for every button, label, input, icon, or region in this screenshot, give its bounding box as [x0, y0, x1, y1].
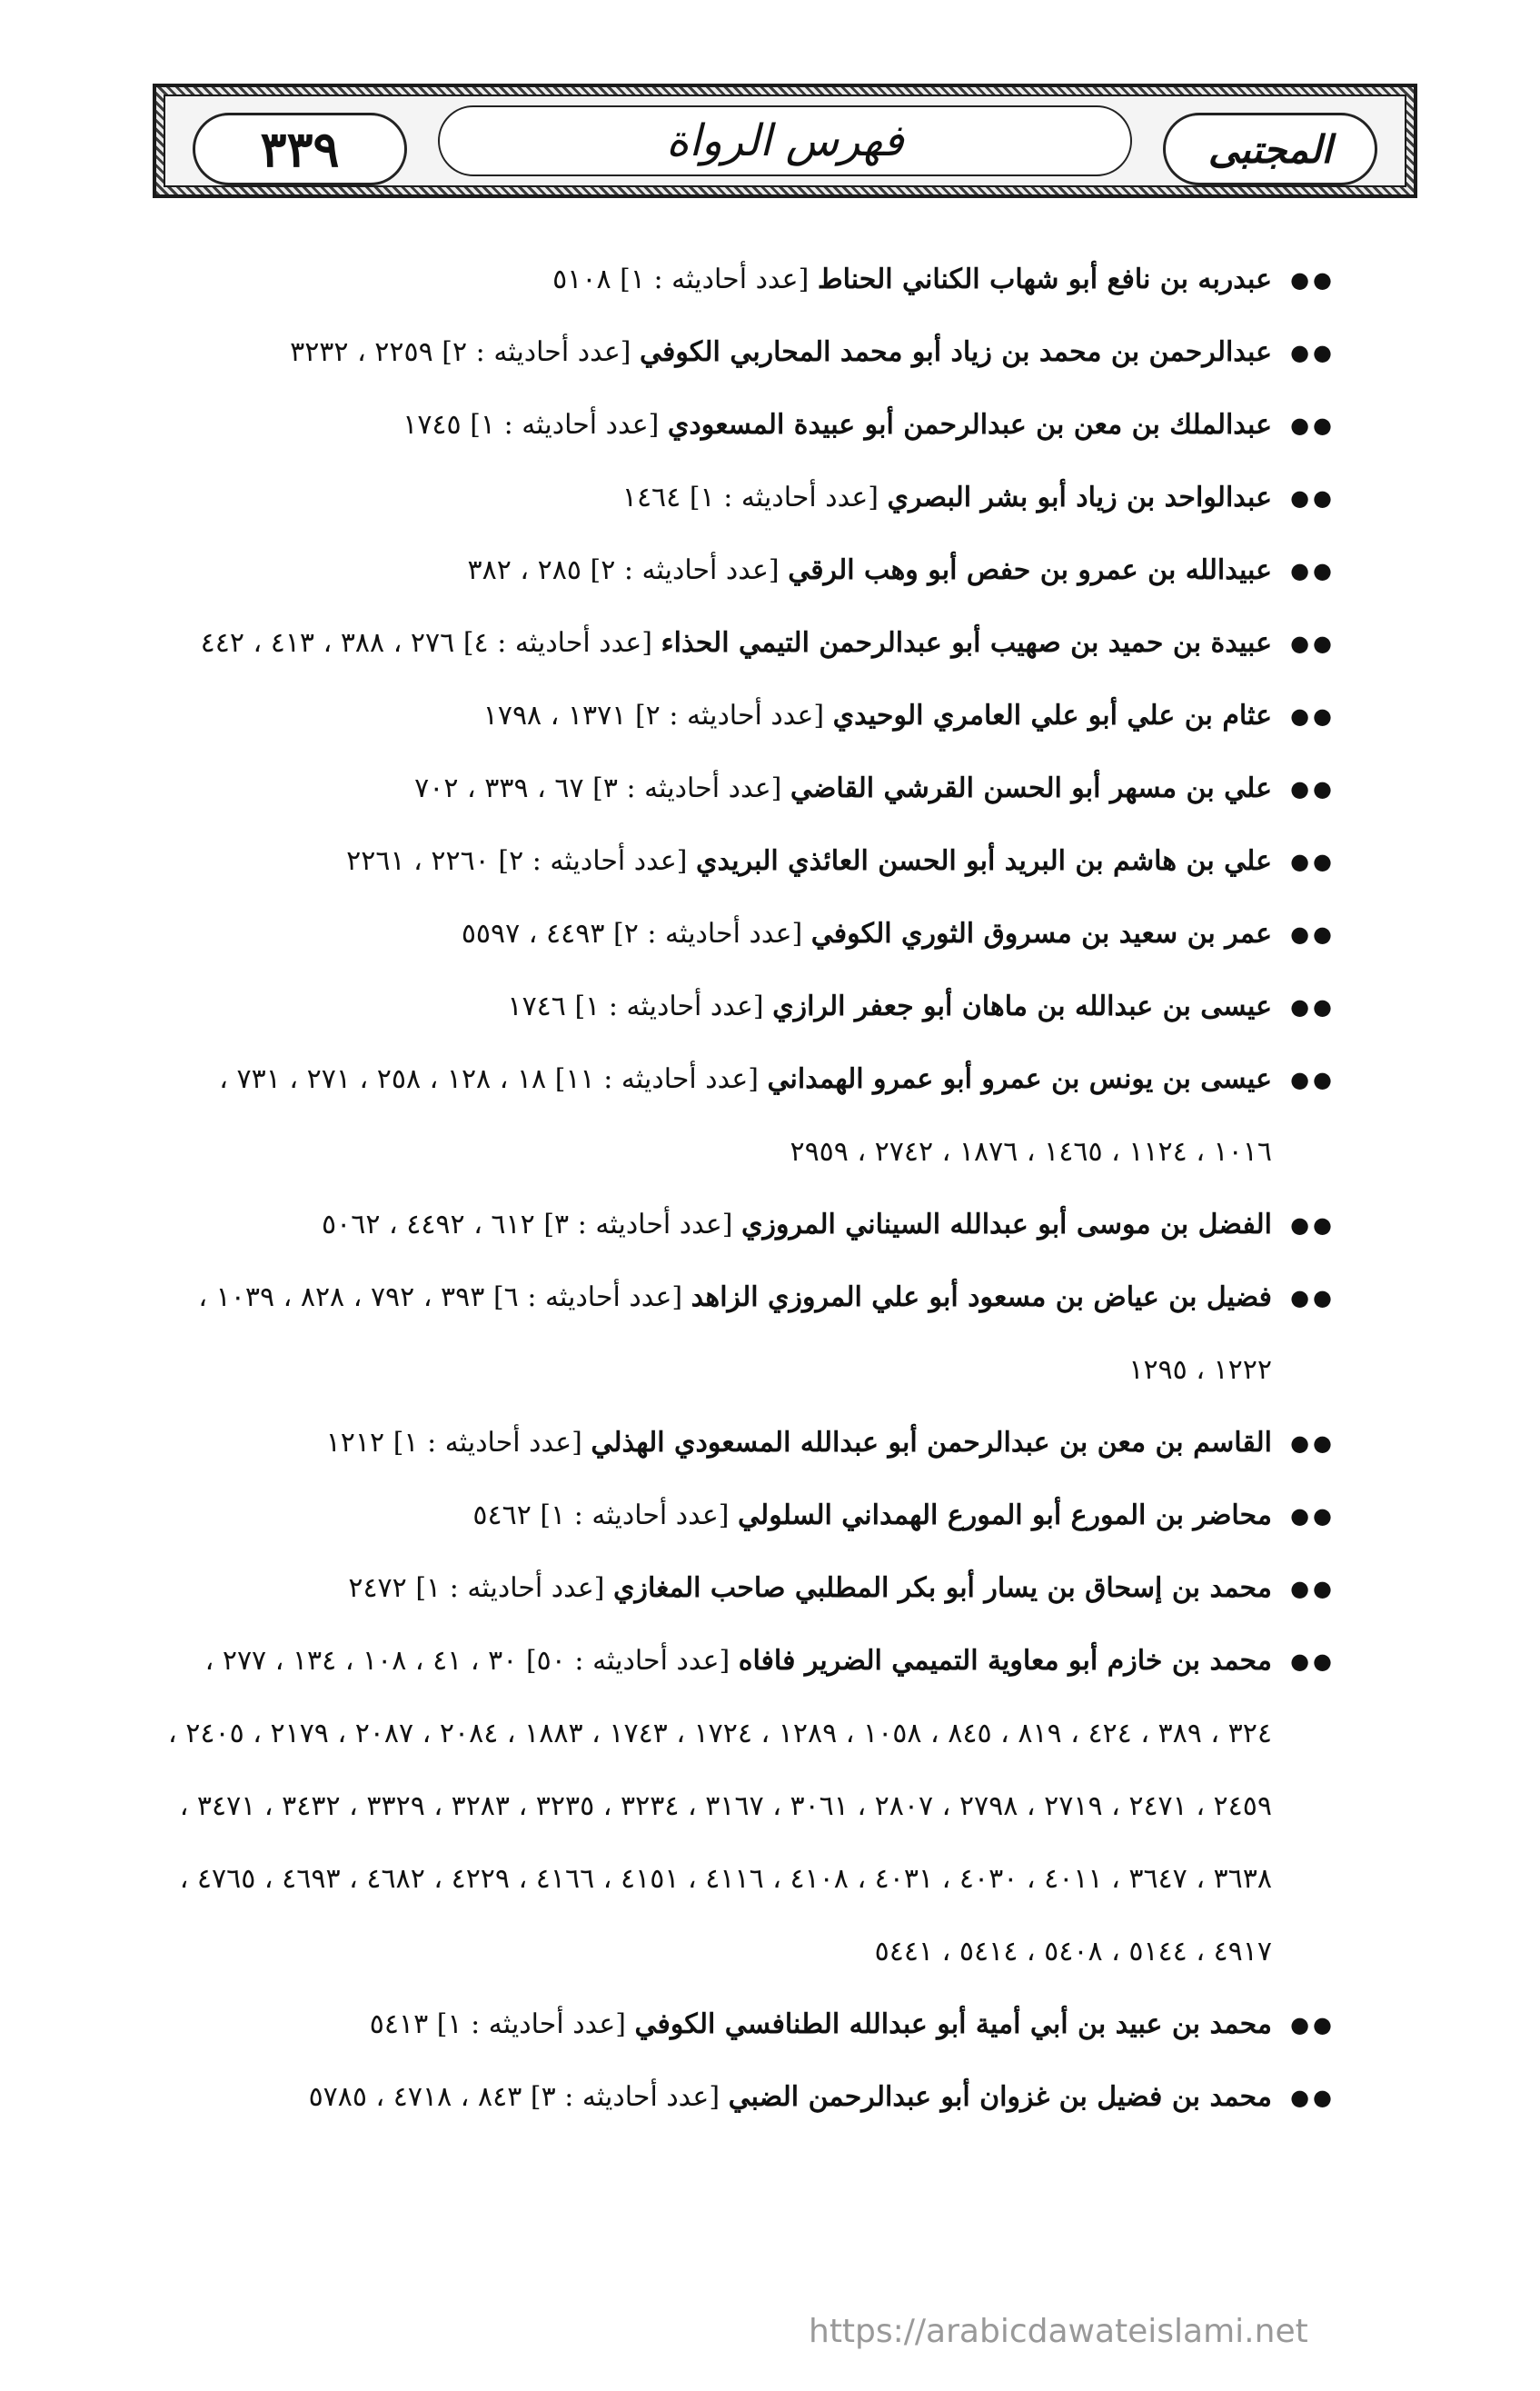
narrator-entry: [154, 680, 1336, 752]
narrators-list: [154, 244, 1336, 2134]
narrator-name: محمد بن إسحاق بن يسار أبو بكر المطلبي صاحب المغازي: [613, 1572, 1272, 1604]
hadith-numbers: ١٣٧١ ، ١٧٩٨: [482, 700, 627, 732]
header-title-band: [438, 105, 1132, 176]
bullet-icon: ●●: [1290, 849, 1336, 874]
hadith-count: [عدد أحاديثه : ١]: [415, 1572, 605, 1604]
narrator-name: عثام بن علي أبو علي العامري الوحيدي: [832, 700, 1272, 732]
bullet-icon: ●●: [1290, 994, 1336, 1020]
narrator-entry: [154, 244, 1336, 316]
hadith-numbers: ٢٧٦ ، ٣٨٨ ، ٤١٣ ، ٤٤٢: [200, 627, 455, 659]
hadith-count: [عدد أحاديثه : ١]: [689, 482, 879, 513]
page-number-badge: [193, 113, 407, 185]
hadith-numbers: ٥٤١٣: [369, 2008, 429, 2040]
hadith-numbers: ٦٧ ، ٣٣٩ ، ٧٠٢: [414, 772, 584, 804]
narrator-name: محمد بن فضيل بن غزوان أبو عبدالرحمن الضبي: [728, 2081, 1272, 2113]
bullet-icon: ●●: [1290, 413, 1336, 438]
hadith-count: [عدد أحاديثه : ١]: [620, 264, 810, 295]
hadith-numbers: ١٧٤٦: [507, 991, 566, 1022]
narrator-name: عبدالواحد بن زياد أبو بشر البصري: [887, 482, 1272, 513]
hadith-numbers: ١٧٤٥: [402, 409, 462, 441]
hadith-numbers: ٢٨٥ ، ٣٨٢: [467, 554, 581, 586]
bullet-icon: ●●: [1290, 340, 1336, 365]
hadith-numbers: ٥١٠٨: [552, 264, 611, 295]
hadith-count: [عدد أحاديثه : ٢]: [613, 918, 803, 950]
narrator-name: علي بن هاشم بن البريد أبو الحسن العائذي البريدي: [696, 845, 1272, 877]
hadith-numbers: ٢٤٧٢: [348, 1572, 407, 1604]
narrator-name: عيسى بن يونس بن عمرو أبو عمرو الهمداني: [767, 1063, 1272, 1095]
hadith-numbers: ٢٢٥٩ ، ٣٢٣٢: [290, 336, 433, 368]
hadith-numbers: ١٢١٢: [325, 1427, 385, 1459]
hadith-count: [عدد أحاديثه : ٦]: [492, 1281, 683, 1313]
hadith-count: [عدد أحاديثه : ٤]: [462, 627, 652, 659]
narrator-entry: [154, 1407, 1336, 1479]
hadith-count: [عدد أحاديثه : ١]: [470, 409, 660, 441]
hadith-count: [عدد أحاديثه : ٣]: [592, 772, 782, 804]
narrator-entry: [154, 898, 1336, 971]
bullet-icon: ●●: [1290, 2012, 1336, 2037]
narrator-name: عمر بن سعيد بن مسروق الثوري الكوفي: [810, 918, 1272, 950]
hadith-numbers: ٢٢٦٠ ، ٢٢٦١: [346, 845, 490, 877]
narrator-name: عبيدالله بن عمرو بن حفص أبو وهب الرقي: [788, 554, 1272, 586]
hadith-count: [عدد أحاديثه : ٢]: [442, 336, 631, 368]
bullet-icon: ●●: [1290, 631, 1336, 656]
bullet-icon: ●●: [1290, 1285, 1336, 1310]
hadith-numbers: ٨٤٣ ، ٤٧١٨ ، ٥٧٨٥: [308, 2081, 522, 2113]
bullet-icon: ●●: [1290, 1576, 1336, 1601]
narrator-entry: [154, 389, 1336, 462]
bullet-icon: ●●: [1290, 922, 1336, 947]
narrator-entry: [154, 1261, 1336, 1407]
narrator-name: عبدالرحمن بن محمد بن زياد أبو محمد المحاربي الكوفي: [639, 336, 1272, 368]
narrator-name: القاسم بن معن بن عبدالرحمن أبو عبدالله المسعودي الهذلي: [591, 1427, 1272, 1459]
bullet-icon: ●●: [1290, 2085, 1336, 2110]
narrator-entry: [154, 2061, 1336, 2134]
narrator-name: الفضل بن موسى أبو عبدالله السيناني المروزي: [741, 1209, 1272, 1240]
hadith-count: [عدد أحاديثه : ١]: [574, 991, 764, 1022]
narrator-entry: [154, 534, 1336, 607]
bullet-icon: ●●: [1290, 1503, 1336, 1529]
narrator-entry: [154, 462, 1336, 534]
narrator-entry: [154, 752, 1336, 825]
hadith-count: [عدد أحاديثه : ٢]: [590, 554, 780, 586]
hadith-numbers: ٤٤٩٣ ، ٥٥٩٧: [461, 918, 605, 950]
hadith-count: [عدد أحاديثه : ٣]: [543, 1209, 733, 1240]
narrator-name: عيسى بن عبدالله بن ماهان أبو جعفر الرازي: [772, 991, 1272, 1022]
bullet-icon: ●●: [1290, 558, 1336, 583]
narrator-entry: [154, 316, 1336, 389]
narrator-name: محاضر بن المورع أبو المورع الهمداني السلولي: [738, 1499, 1272, 1531]
hadith-numbers: ٥٤٦٢: [472, 1499, 532, 1531]
narrator-entry: [154, 1479, 1336, 1552]
bullet-icon: ●●: [1290, 1067, 1336, 1092]
bullet-icon: ●●: [1290, 1430, 1336, 1456]
section-title: فهرس الرواة: [666, 115, 904, 166]
narrator-entry: [154, 1189, 1336, 1261]
bullet-icon: ●●: [1290, 703, 1336, 729]
hadith-count: [عدد أحاديثه : ٣]: [530, 2081, 720, 2113]
narrator-entry: [154, 1625, 1336, 1988]
narrator-name: علي بن مسهر أبو الحسن القرشي القاضي: [790, 772, 1272, 804]
hadith-numbers: ٣٩٣ ، ٧٩٢ ، ٨٢٨ ، ١٠٣٩ ، ١٢٢٢ ، ١٢٩٥: [198, 1281, 1272, 1386]
narrator-entry: [154, 1988, 1336, 2061]
hadith-count: [عدد أحاديثه : ٢]: [634, 700, 825, 732]
hadith-count: [عدد أحاديثه : ١]: [392, 1427, 582, 1459]
narrator-name: عبدربه بن نافع أبو شهاب الكناني الحناط: [817, 264, 1272, 295]
hadith-count: [عدد أحاديثه : ١١]: [554, 1063, 759, 1095]
hadith-count: [عدد أحاديثه : ١]: [540, 1499, 730, 1531]
hadith-numbers: ٣٠ ، ٤١ ، ١٠٨ ، ١٣٤ ، ٢٧٧ ، ٣٢٤ ، ٣٨٩ ، ٤٢٤ ، ٨١٩ ، ٨٤٥ ، ١٠٥٨ ، ١٢٨٩ ، ١٧٢٤ ، ١٧٤٣ ، ١٨٨٣ ، ٢٠٨٤ ، ٢٠٨٧ ، ٢١٧٩ ، ٢٤٠٥ ، ٢٤٥٩ ، ٢٤٧١ ، ٢٧١٩ ، ٢٧٩٨ ، ٢٨٠٧ ، ٣٠٦١ ، ٣١٦٧ ، ٣٢٣٤ ، ٣٢٣٥ ، ٣٢٨٣ ، ٣٣٢٩ ، ٣٤٣٢ ، ٣٤٧١ ، ٣٦٣٨ ، ٣٦٤٧ ، ٤٠١١ ، ٤٠٣٠ ، ٤٠٣١ ، ٤١٠٨ ، ٤١١٦ ، ٤١٥١ ، ٤١٦٦ ، ٤٢٢٩ ، ٤٦٨٢ ، ٤٦٩٣ ، ٤٧٦٥ ، ٤٩١٧ ، ٥١٤٤ ، ٥٤٠٨ ، ٥٤١٤ ، ٥٤٤١: [168, 1645, 1272, 1968]
header-frame: [164, 95, 1406, 187]
book-logo: المجتبى: [1207, 126, 1333, 172]
narrator-entry: [154, 971, 1336, 1043]
bullet-icon: ●●: [1290, 776, 1336, 802]
bullet-icon: ●●: [1290, 485, 1336, 511]
bullet-icon: ●●: [1290, 1649, 1336, 1674]
bullet-icon: ●●: [1290, 1212, 1336, 1238]
narrator-name: محمد بن عبيد بن أبي أمية أبو عبدالله الطنافسي الكوفي: [634, 2008, 1272, 2040]
narrator-name: عبدالملك بن معن بن عبدالرحمن أبو عبيدة المسعودي: [667, 409, 1272, 441]
hadith-count: [عدد أحاديثه : ١]: [436, 2008, 626, 2040]
narrator-entry: [154, 607, 1336, 680]
narrator-name: فضيل بن عياض بن مسعود أبو علي المروزي الزاهد: [691, 1281, 1272, 1313]
narrator-name: عبيدة بن حميد بن صهيب أبو عبدالرحمن التيمي الحذاء: [661, 627, 1272, 659]
hadith-numbers: ١٨ ، ١٢٨ ، ٢٥٨ ، ٢٧١ ، ٧٣١ ، ١٠١٦ ، ١١٢٤ ، ١٤٦٥ ، ١٨٧٦ ، ٢٧٤٢ ، ٢٩٥٩: [219, 1063, 1272, 1168]
page-number: ٣٣٩: [260, 120, 340, 178]
watermark: https://arabicdawateislami.net: [809, 2313, 1308, 2350]
narrator-entry: [154, 825, 1336, 898]
book-logo-badge: [1163, 113, 1377, 185]
hadith-count: [عدد أحاديثه : ٢]: [498, 845, 688, 877]
narrator-entry: [154, 1043, 1336, 1189]
bullet-icon: ●●: [1290, 267, 1336, 293]
narrator-name: محمد بن خازم أبو معاوية التميمي الضرير فافاه: [738, 1645, 1272, 1677]
hadith-numbers: ٦١٢ ، ٤٤٩٢ ، ٥٠٦٢: [321, 1209, 535, 1240]
hadith-numbers: ١٤٦٤: [621, 482, 681, 513]
page-header: [153, 84, 1417, 198]
hadith-count: [عدد أحاديثه : ٥٠]: [525, 1645, 730, 1677]
narrator-entry: [154, 1552, 1336, 1625]
